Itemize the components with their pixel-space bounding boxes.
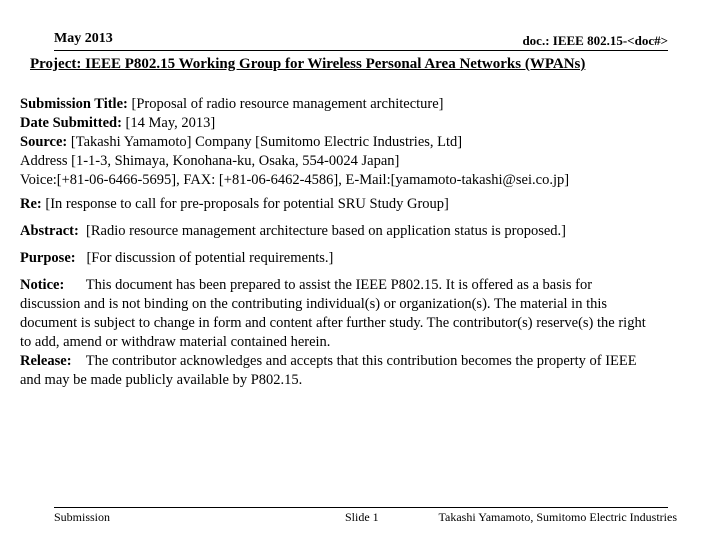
release-label: Release: — [20, 353, 72, 369]
notice-line-4: to add, amend or withdraw material contained herein. — [20, 334, 331, 350]
header-rule — [54, 50, 668, 51]
purpose-value: [For discussion of potential requirements.] — [86, 250, 334, 266]
submission-body — [20, 95, 715, 390]
notice-line-1 — [20, 276, 715, 295]
release-text-1: The contributor acknowledges and accepts that this contribution becomes the property of IEEE — [85, 353, 637, 369]
abstract-line — [20, 222, 715, 241]
notice-label: Notice: — [20, 277, 65, 293]
release-line-1 — [20, 352, 715, 371]
release-line-2: and may be made publicly available by P802.15. — [20, 372, 303, 388]
address-line: Address [1-1-3, Shimaya, Konohana-ku, Osaka, 554-0024 Japan] — [20, 153, 400, 169]
header-date: May 2013 — [54, 31, 113, 46]
re-line — [20, 195, 715, 214]
footer-rule — [54, 507, 668, 508]
footer-author: Takashi Yamamoto, Sumitomo Electric Industries — [438, 510, 677, 524]
submission-title-line — [20, 95, 715, 114]
purpose-line — [20, 249, 715, 268]
project-title: Project: IEEE P802.15 Working Group for Wireless Personal Area Networks (WPANs) — [30, 56, 586, 72]
notice-line-3: document is subject to change in form and content after further study. The contributor(s) reserve(s) the right — [20, 315, 646, 331]
submission-title-value: [Proposal of radio resource management architecture] — [131, 96, 444, 112]
source-label: Source: — [20, 134, 68, 150]
abstract-value: [Radio resource management architecture based on application status is proposed.] — [86, 223, 566, 239]
notice-line-2: discussion and is not binding on the contributing individual(s) or organization(s). The material in this — [20, 296, 608, 312]
re-value: [In response to call for pre-proposals for potential SRU Study Group] — [45, 196, 449, 212]
source-line — [20, 133, 715, 152]
contact-line: Voice:[+81-06-6466-5695], FAX: [+81-06-6462-4586], E-Mail:[yamamoto-takashi@sei.co.jp] — [20, 172, 570, 188]
source-value: [Takashi Yamamoto] Company [Sumitomo Electric Industries, Ltd] — [70, 134, 463, 150]
date-submitted-line — [20, 114, 715, 133]
re-label: Re: — [20, 196, 42, 212]
date-submitted-value: [14 May, 2013] — [125, 115, 216, 131]
abstract-label: Abstract: — [20, 223, 79, 239]
notice-text-1: This document has been prepared to assist the IEEE P802.15. It is offered as a basis for — [85, 277, 593, 293]
submission-title-label: Submission Title: — [20, 96, 128, 112]
footer-submission: Submission — [54, 510, 111, 524]
header-doc-id: doc.: IEEE 802.15-<doc#> — [522, 33, 668, 48]
footer-slide-number: Slide 1 — [345, 510, 379, 524]
date-submitted-label: Date Submitted: — [20, 115, 122, 131]
purpose-label: Purpose: — [20, 250, 76, 266]
